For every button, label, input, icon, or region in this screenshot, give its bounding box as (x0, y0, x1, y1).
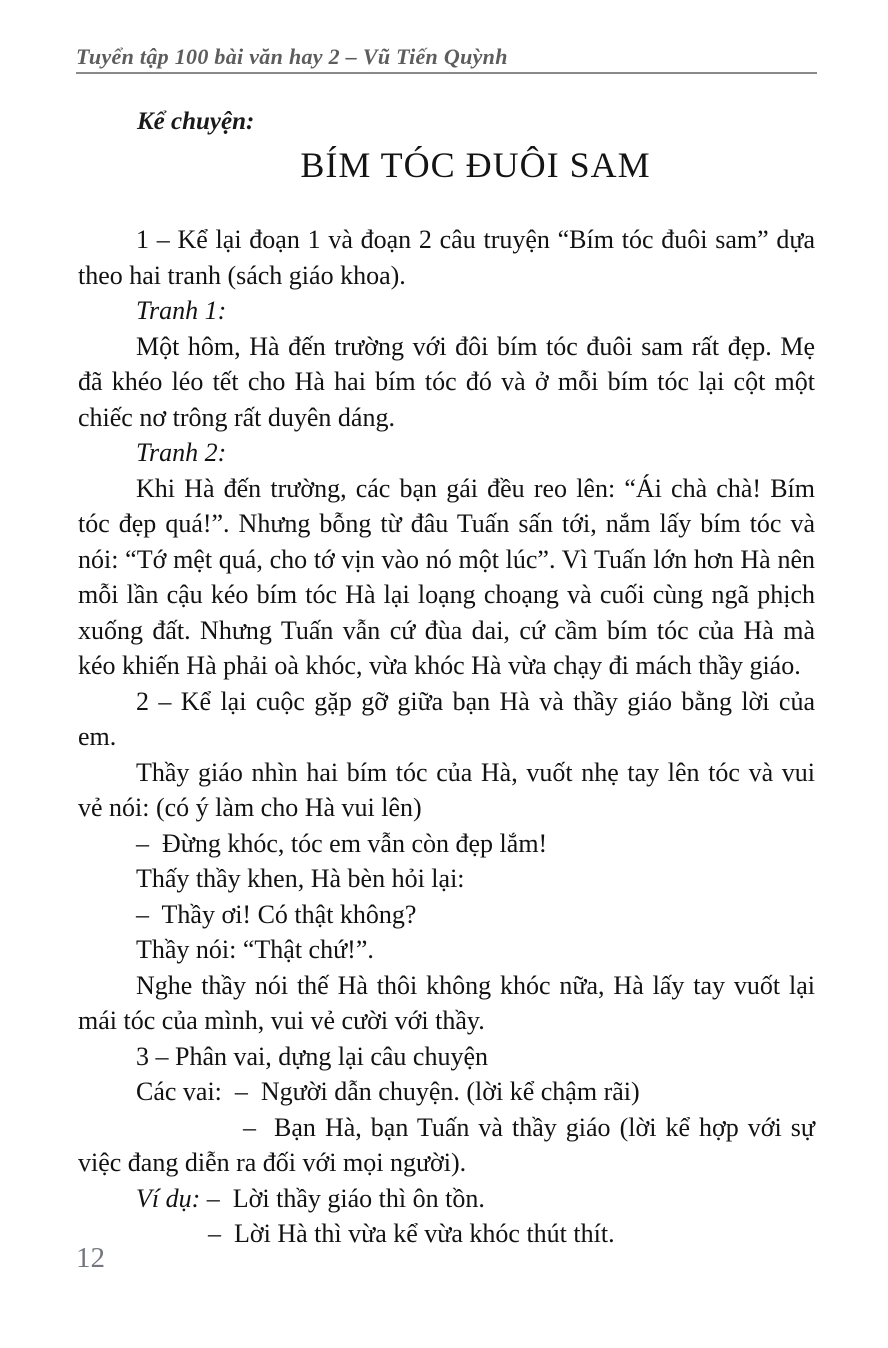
paragraph: Khi Hà đến trường, các bạn gái đều reo lên: “Ái chà chà! Bím tóc đẹp quá!”. Nhưng bỗng từ đâu Tuấn sấn tới, nắm lấy bím tóc và nói: “Tớ mệt quá, cho tớ vịn vào nó một lúc”. Vì Tuấn lớn hơn Hà nên mỗi lần cậu kéo bím tóc Hà lại loạng choạng và cuối cùng ngã phịch xuống đất. Nhưng Tuấn vẫn cứ đùa dai, cứ cầm bím tóc của Hà mà kéo khiến Hà phải oà khóc, vừa khóc Hà vừa chạy đi mách thầy giáo. (78, 473, 822, 680)
paragraph: 3 – Phân vai, dựng lại câu chuyện (136, 1041, 489, 1071)
paragraph: – Bạn Hà, bạn Tuấn và thầy giáo (lời kể hợp với sự việc đang diễn ra đối với mọi người). (78, 1112, 822, 1177)
paragraph: Ví dụ: – Lời thầy giáo thì ôn tồn. (136, 1183, 485, 1213)
paragraph: 1 – Kể lại đoạn 1 và đoạn 2 câu truyện “Bím tóc đuôi sam” dựa theo hai tranh (sách giáo khoa). (78, 225, 822, 290)
paragraph: 2 – Kể lại cuộc gặp gỡ giữa bạn Hà và thầy giáo bằng lời của em. (78, 686, 822, 751)
paragraph: Một hôm, Hà đến trường với đôi bím tóc đuôi sam rất đẹp. Mẹ đã khéo léo tết cho Hà hai bím tóc đó và ở mỗi bím tóc lại cột một chiếc nơ trông rất duyên dáng. (78, 331, 822, 432)
page-title: BÍM TÓC ĐUÔI SAM (300, 145, 651, 185)
body-paragraphs (78, 222, 822, 1252)
paragraph: Tranh 1: (136, 296, 227, 325)
paragraph: Tranh 2: (136, 438, 227, 467)
paragraph: Nghe thầy nói thế Hà thôi không khóc nữa, Hà lấy tay vuốt lại mái tóc của mình, vui vẻ cười với thầy. (78, 970, 822, 1035)
running-head: Tuyển tập 100 bài văn hay 2 – Vũ Tiến Quỳnh (76, 44, 508, 69)
paragraph: Các vai: – Người dẫn chuyện. (lời kể chậm rãi) (136, 1077, 640, 1106)
paragraph: Thấy thầy khen, Hà bèn hỏi lại: (136, 864, 465, 893)
paragraph-lead: Ví dụ: (136, 1183, 201, 1213)
paragraph: – Thầy ơi! Có thật không? (136, 899, 417, 929)
paragraph: – Lời Hà thì vừa kể vừa khóc thút thít. (208, 1219, 615, 1248)
page-header (76, 44, 817, 74)
paragraph: Thầy nói: “Thật chứ!”. (136, 935, 374, 964)
paragraph: Thầy giáo nhìn hai bím tóc của Hà, vuốt nhẹ tay lên tóc và vui vẻ nói: (có ý làm cho Hà vui lên) (78, 757, 822, 822)
paragraph: – Đừng khóc, tóc em vẫn còn đẹp lắm! (136, 828, 548, 858)
section-label: Kể chuyện: (137, 108, 255, 135)
page-number: 12 (76, 1242, 105, 1274)
